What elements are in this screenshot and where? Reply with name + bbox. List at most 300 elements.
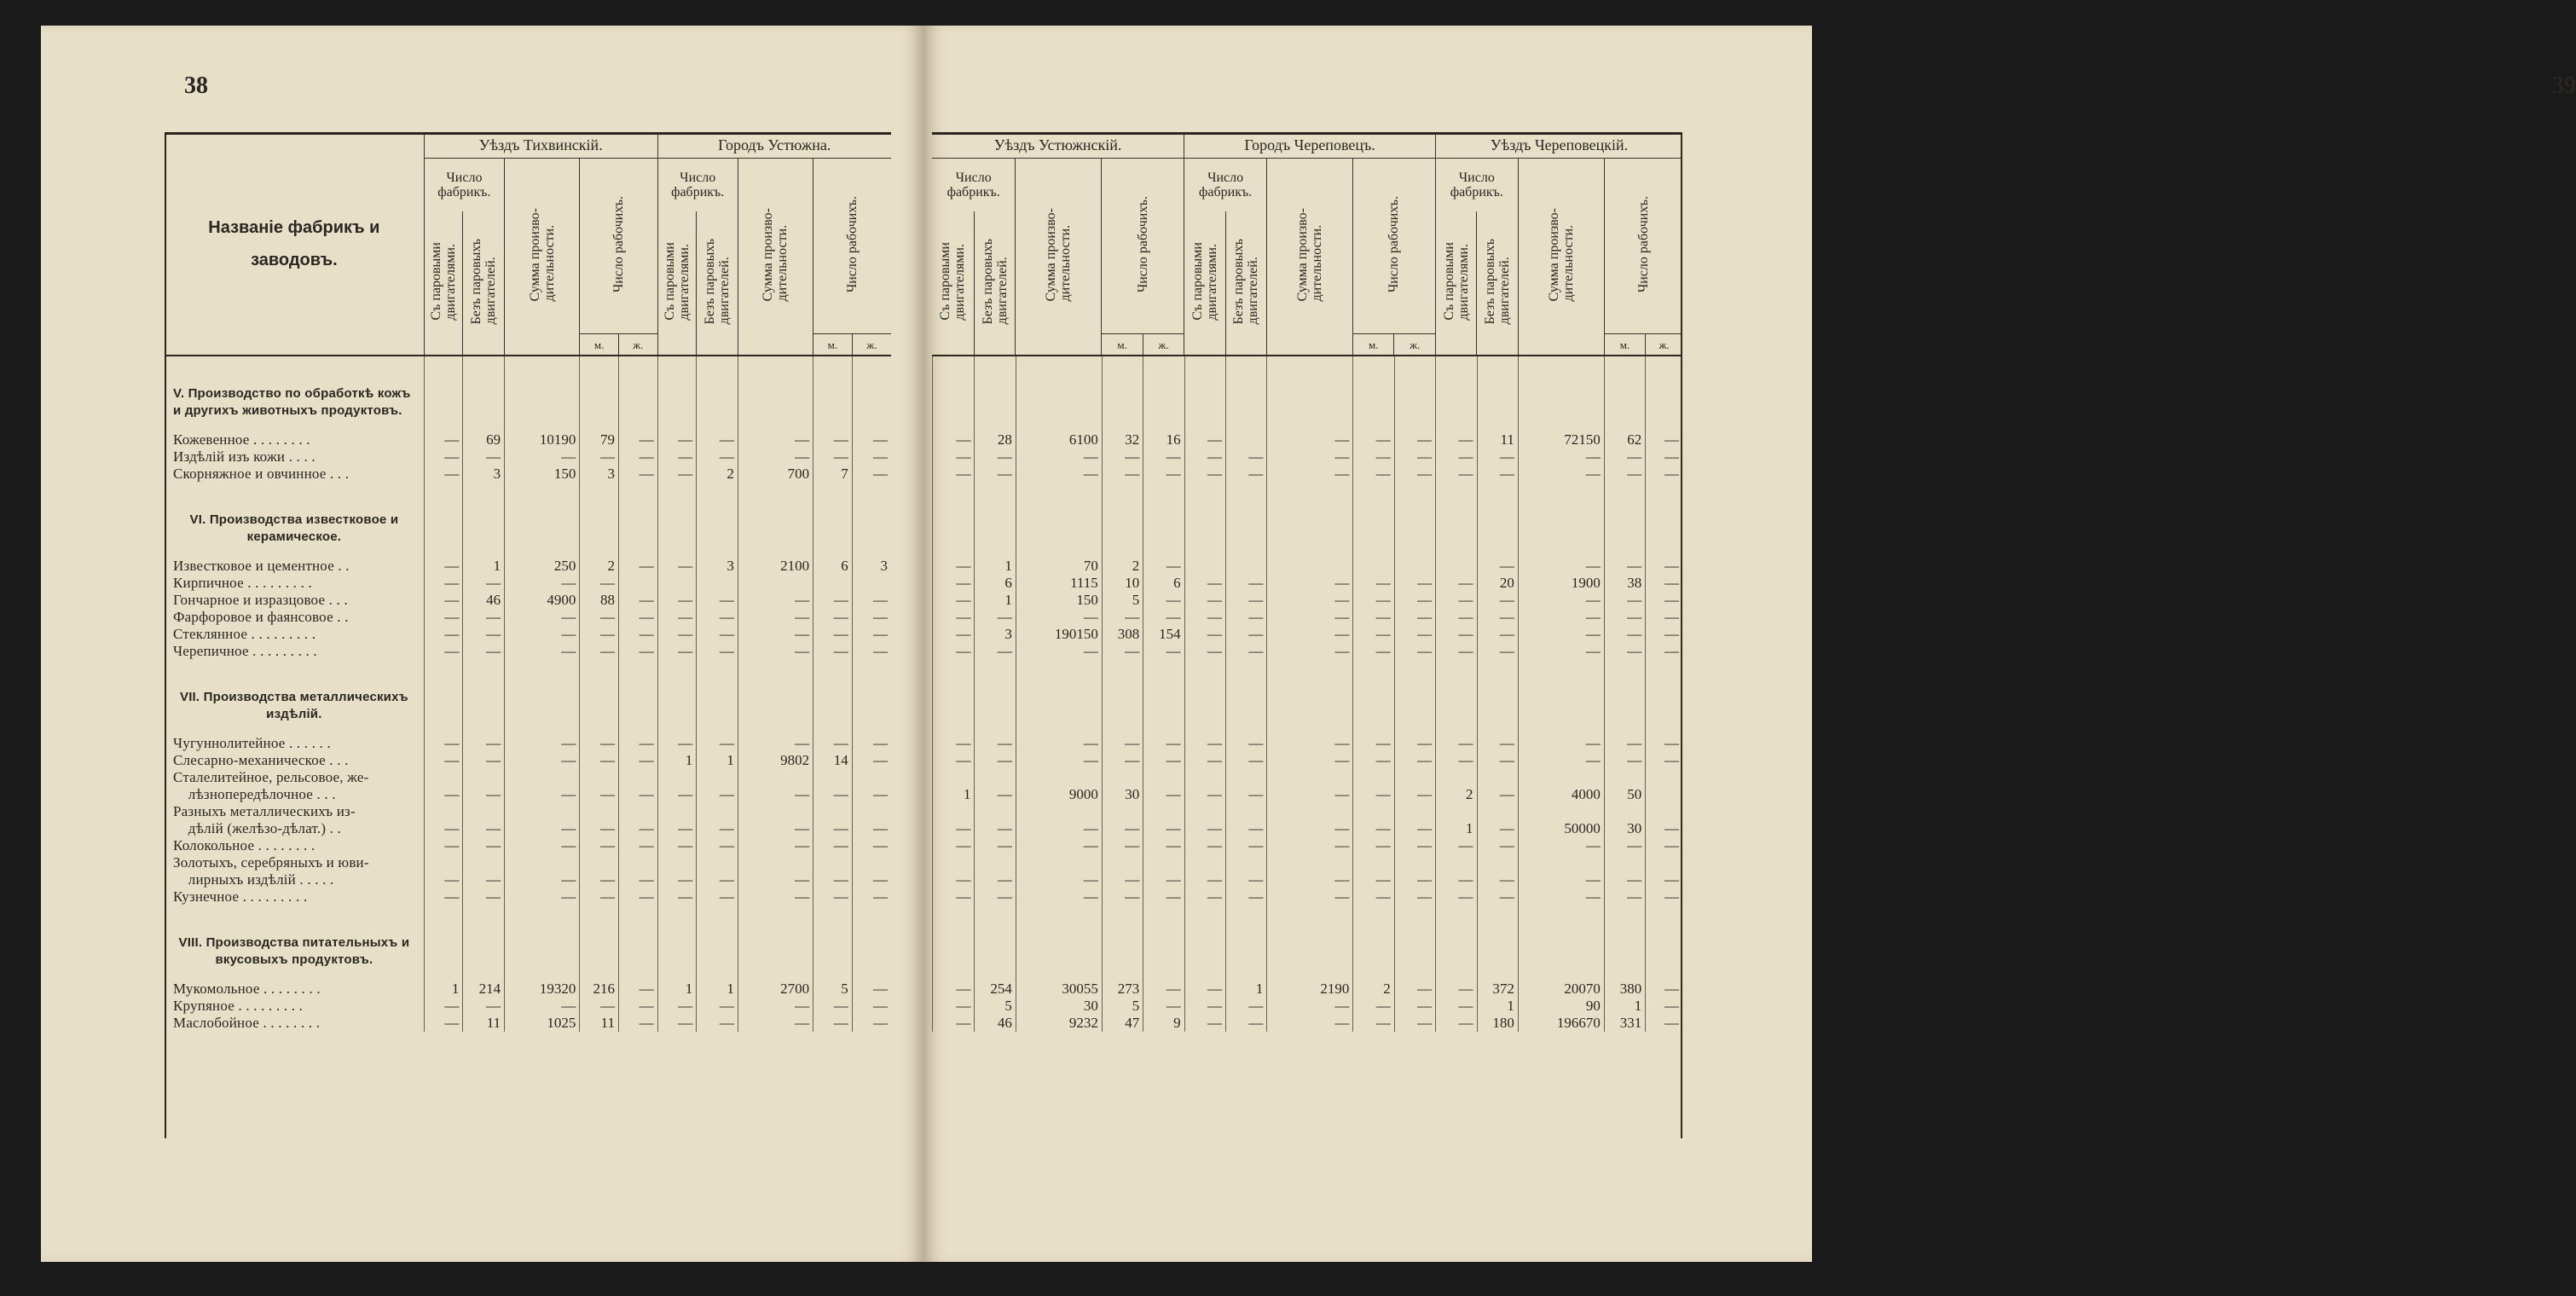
data-cell: —: [975, 837, 1016, 854]
data-cell: —: [1646, 609, 1682, 626]
spacer-cell: [1225, 969, 1266, 981]
data-cell: [1646, 769, 1682, 786]
data-cell: [657, 575, 697, 592]
data-cell: —: [1353, 998, 1394, 1015]
data-cell: —: [1102, 643, 1143, 660]
data-cell: —: [697, 609, 738, 626]
data-cell: —: [424, 837, 463, 854]
data-cell: —: [852, 998, 891, 1015]
spacer-cell: [1225, 419, 1266, 431]
empty-cell: [1646, 934, 1682, 969]
data-cell: —: [618, 981, 657, 998]
data-cell: —: [657, 448, 697, 466]
empty-cell: [852, 689, 891, 723]
table-row: [933, 466, 1683, 483]
data-cell: —: [1604, 643, 1645, 660]
data-cell: —: [1102, 888, 1143, 905]
data-cell: —: [1102, 466, 1143, 483]
data-cell: —: [1184, 1015, 1225, 1032]
men-header: м.: [580, 334, 619, 356]
data-cell: 20: [1477, 575, 1518, 592]
data-cell: —: [1436, 871, 1477, 888]
data-cell: 3: [852, 558, 891, 575]
data-cell: —: [1184, 735, 1225, 752]
data-cell: [1143, 854, 1184, 871]
empty-cell: [657, 512, 697, 546]
data-cell: —: [1016, 609, 1102, 626]
data-cell: —: [738, 735, 813, 752]
data-cell: —: [463, 998, 505, 1015]
table-row: [933, 735, 1683, 752]
data-cell: —: [1604, 609, 1645, 626]
data-cell: 2700: [738, 981, 813, 998]
data-cell: —: [697, 448, 738, 466]
data-cell: —: [1604, 626, 1645, 643]
data-cell: —: [852, 786, 891, 803]
data-cell: [580, 769, 619, 786]
empty-cell: [657, 689, 697, 723]
data-cell: —: [505, 626, 580, 643]
data-cell: [1267, 854, 1353, 871]
empty-cell: [1646, 512, 1682, 546]
spacer-cell: [463, 905, 505, 934]
table-row: [165, 643, 891, 660]
spacer-cell: [165, 483, 424, 512]
data-cell: —: [1518, 592, 1604, 609]
empty-cell: [1267, 385, 1353, 419]
table-row: [165, 854, 891, 871]
data-cell: —: [975, 643, 1016, 660]
data-cell: [933, 769, 975, 786]
data-cell: —: [1394, 575, 1435, 592]
data-cell: [657, 769, 697, 786]
data-cell: [1225, 431, 1266, 448]
empty-cell: [1184, 689, 1225, 723]
data-cell: —: [1267, 592, 1353, 609]
data-cell: —: [1436, 998, 1477, 1015]
data-cell: —: [813, 609, 853, 626]
data-cell: —: [1604, 592, 1645, 609]
spacer-cell: [738, 905, 813, 934]
table-row: [165, 448, 891, 466]
data-cell: —: [975, 466, 1016, 483]
data-cell: —: [1184, 888, 1225, 905]
data-cell: —: [697, 643, 738, 660]
data-cell: —: [1436, 981, 1477, 998]
data-cell: —: [618, 466, 657, 483]
data-cell: —: [1646, 871, 1682, 888]
data-cell: 30: [1016, 998, 1102, 1015]
men-header: м.: [1604, 334, 1645, 356]
without-steam-header: Безъ паровыхъ двигателей.: [463, 211, 505, 356]
data-cell: —: [738, 998, 813, 1015]
data-cell: —: [463, 871, 505, 888]
spacer-cell: [424, 660, 463, 689]
spacer-cell: [580, 905, 619, 934]
spacer-cell: [1436, 546, 1477, 558]
fabric-count-header: Число фабрикъ.: [1184, 159, 1267, 212]
spacer-cell: [580, 483, 619, 512]
data-cell: —: [1267, 820, 1353, 837]
data-cell: —: [618, 998, 657, 1015]
spacer-cell: [1267, 483, 1353, 512]
data-cell: —: [852, 735, 891, 752]
spacer-cell: [1143, 356, 1184, 385]
data-cell: 254: [975, 981, 1016, 998]
data-cell: —: [1646, 1015, 1682, 1032]
data-cell: 372: [1477, 981, 1518, 998]
data-cell: —: [1267, 609, 1353, 626]
data-cell: —: [1267, 1015, 1353, 1032]
empty-cell: [580, 512, 619, 546]
empty-cell: [1016, 385, 1102, 419]
spacer-cell: [1477, 723, 1518, 735]
data-cell: [1225, 769, 1266, 786]
data-cell: —: [813, 820, 853, 837]
spacer-cell: [1353, 905, 1394, 934]
table-row: [933, 837, 1683, 854]
spacer-cell: [463, 356, 505, 385]
empty-cell: [618, 385, 657, 419]
empty-cell: [1477, 385, 1518, 419]
data-cell: —: [463, 735, 505, 752]
spacer-cell: [1143, 419, 1184, 431]
data-cell: —: [1646, 643, 1682, 660]
data-cell: —: [1646, 735, 1682, 752]
data-cell: —: [1184, 998, 1225, 1015]
data-cell: [852, 575, 891, 592]
empty-cell: [424, 689, 463, 723]
data-cell: —: [1646, 592, 1682, 609]
empty-cell: [1604, 934, 1645, 969]
data-cell: —: [933, 609, 975, 626]
data-cell: —: [813, 998, 853, 1015]
data-cell: [1394, 803, 1435, 820]
data-cell: 2: [697, 466, 738, 483]
without-steam-header: Безъ паровыхъ двигателей.: [697, 211, 738, 356]
data-cell: [697, 803, 738, 820]
sum-production-header: Сумма произво- дительности.: [505, 159, 580, 356]
spacer-cell: [1016, 905, 1102, 934]
page-number-right: 39: [2552, 72, 2576, 99]
spacer-cell: [618, 660, 657, 689]
data-cell: —: [1184, 752, 1225, 769]
spacer-cell: [424, 356, 463, 385]
data-cell: —: [618, 1015, 657, 1032]
data-cell: —: [1353, 871, 1394, 888]
data-cell: —: [1184, 837, 1225, 854]
data-cell: 154: [1143, 626, 1184, 643]
empty-cell: [1477, 934, 1518, 969]
spacer-cell: [1646, 969, 1682, 981]
empty-cell: [1518, 385, 1604, 419]
data-cell: 47: [1102, 1015, 1143, 1032]
spacer-cell: [1394, 546, 1435, 558]
data-cell: —: [933, 626, 975, 643]
data-cell: —: [975, 888, 1016, 905]
data-cell: —: [975, 871, 1016, 888]
data-cell: [657, 803, 697, 820]
data-cell: —: [1184, 981, 1225, 998]
empty-cell: [1016, 934, 1102, 969]
women-header: ж.: [1646, 334, 1682, 356]
spacer-cell: [933, 905, 975, 934]
row-label: дѣлій (желѣзо-дѣлат.) . .: [173, 820, 341, 836]
data-cell: 5: [1102, 998, 1143, 1015]
data-cell: 3: [975, 626, 1016, 643]
data-cell: [1604, 854, 1645, 871]
data-cell: 1: [657, 752, 697, 769]
data-cell: [852, 854, 891, 871]
spacer-cell: [697, 356, 738, 385]
spacer-cell: [1016, 483, 1102, 512]
spacer-cell: [697, 546, 738, 558]
spacer-cell: [165, 546, 424, 558]
section-heading: VI. Производства известковое и керамическое.: [189, 512, 399, 544]
data-cell: —: [1604, 558, 1645, 575]
spacer-cell: [738, 419, 813, 431]
data-cell: —: [1143, 752, 1184, 769]
empty-cell: [697, 934, 738, 969]
spacer-cell: [738, 483, 813, 512]
data-cell: 6100: [1016, 431, 1102, 448]
empty-cell: [1518, 512, 1604, 546]
spacer-cell: [505, 483, 580, 512]
data-cell: —: [738, 871, 813, 888]
data-cell: [618, 575, 657, 592]
empty-cell: [1102, 385, 1143, 419]
empty-cell: [1518, 934, 1604, 969]
data-cell: —: [1016, 752, 1102, 769]
row-label: Кузнечное . . . . . . . . .: [173, 888, 308, 905]
spacer-cell: [463, 546, 505, 558]
data-cell: 50000: [1518, 820, 1604, 837]
data-cell: —: [738, 786, 813, 803]
data-cell: [424, 854, 463, 871]
data-cell: [1394, 558, 1435, 575]
workers-header: Число рабочихъ.: [1604, 159, 1682, 334]
spacer-cell: [1477, 356, 1518, 385]
data-cell: 1: [1604, 998, 1645, 1015]
table-row: [933, 575, 1683, 592]
data-cell: —: [424, 448, 463, 466]
table-row: [933, 803, 1683, 820]
empty-cell: [1102, 512, 1143, 546]
empty-cell: [1016, 512, 1102, 546]
table-row: [933, 626, 1683, 643]
data-cell: —: [463, 837, 505, 854]
data-cell: 1: [424, 981, 463, 998]
row-label: Кирпичное . . . . . . . . .: [173, 575, 312, 591]
data-cell: —: [1477, 592, 1518, 609]
empty-cell: [697, 385, 738, 419]
data-cell: —: [852, 448, 891, 466]
spacer-cell: [813, 419, 853, 431]
data-cell: 9802: [738, 752, 813, 769]
data-cell: —: [1646, 752, 1682, 769]
data-cell: —: [657, 1015, 697, 1032]
data-cell: —: [933, 735, 975, 752]
data-cell: —: [1646, 626, 1682, 643]
data-cell: —: [463, 888, 505, 905]
data-cell: 16: [1143, 431, 1184, 448]
empty-cell: [933, 934, 975, 969]
table-row: [933, 871, 1683, 888]
data-cell: —: [1477, 735, 1518, 752]
data-cell: —: [657, 466, 697, 483]
data-cell: —: [1225, 837, 1266, 854]
table-row: [933, 769, 1683, 786]
data-cell: —: [1394, 466, 1435, 483]
data-cell: —: [697, 1015, 738, 1032]
spacer-cell: [1102, 660, 1143, 689]
data-cell: 4000: [1518, 786, 1604, 803]
empty-cell: [463, 512, 505, 546]
spacer-cell: [1143, 546, 1184, 558]
spacer-cell: [424, 419, 463, 431]
spacer-cell: [1267, 905, 1353, 934]
section-heading: V. Производство по обработкѣ кожъ и другихъ животныхъ продуктовъ.: [173, 386, 411, 418]
data-cell: —: [618, 871, 657, 888]
spacer-cell: [463, 419, 505, 431]
empty-cell: [618, 689, 657, 723]
data-cell: [505, 803, 580, 820]
data-cell: [1436, 769, 1477, 786]
data-cell: [933, 854, 975, 871]
spacer-cell: [463, 969, 505, 981]
data-cell: 6: [975, 575, 1016, 592]
data-cell: 2: [1102, 558, 1143, 575]
data-cell: —: [1477, 820, 1518, 837]
data-cell: —: [975, 786, 1016, 803]
spacer-cell: [852, 660, 891, 689]
data-cell: 250: [505, 558, 580, 575]
empty-cell: [580, 689, 619, 723]
data-cell: —: [1267, 998, 1353, 1015]
spacer-cell: [657, 723, 697, 735]
spacer-cell: [738, 723, 813, 735]
empty-cell: [463, 934, 505, 969]
spacer-cell: [657, 905, 697, 934]
data-cell: 1: [1477, 998, 1518, 1015]
data-cell: —: [975, 752, 1016, 769]
data-cell: [1477, 854, 1518, 871]
spacer-cell: [463, 723, 505, 735]
table-row: [165, 786, 891, 803]
table-row: [933, 609, 1683, 626]
data-cell: —: [1184, 786, 1225, 803]
data-cell: —: [738, 820, 813, 837]
spacer-cell: [1225, 546, 1266, 558]
data-cell: —: [580, 448, 619, 466]
spacer-cell: [657, 483, 697, 512]
table-row: [933, 888, 1683, 905]
table-row: [165, 803, 891, 820]
fabric-count-header: Число фабрикъ.: [424, 159, 504, 212]
data-cell: 11: [1477, 431, 1518, 448]
data-cell: [813, 575, 853, 592]
fabric-count-header: Число фабрикъ.: [1435, 159, 1518, 212]
empty-cell: [1184, 385, 1225, 419]
data-cell: [852, 769, 891, 786]
data-cell: —: [618, 786, 657, 803]
data-cell: —: [1604, 871, 1645, 888]
data-cell: —: [505, 888, 580, 905]
data-cell: 331: [1604, 1015, 1645, 1032]
right-table-panel: [932, 132, 1682, 1138]
right-table-body: [932, 356, 1682, 1032]
spacer-cell: [1102, 723, 1143, 735]
data-cell: —: [933, 448, 975, 466]
data-cell: —: [852, 888, 891, 905]
data-cell: 1: [463, 558, 505, 575]
data-cell: —: [505, 871, 580, 888]
data-cell: [1016, 769, 1102, 786]
empty-cell: [1143, 934, 1184, 969]
data-cell: —: [1604, 837, 1645, 854]
empty-cell: [813, 385, 853, 419]
spacer-cell: [505, 546, 580, 558]
data-cell: —: [657, 871, 697, 888]
table-row: [165, 431, 891, 448]
data-cell: —: [1394, 837, 1435, 854]
men-header: м.: [1102, 334, 1143, 356]
spacer-cell: [813, 356, 853, 385]
spacer-cell: [618, 969, 657, 981]
data-cell: —: [1353, 609, 1394, 626]
data-cell: —: [697, 592, 738, 609]
row-label: Известковое и цементное . .: [173, 558, 350, 574]
data-cell: —: [933, 871, 975, 888]
spacer-cell: [852, 356, 891, 385]
data-cell: [463, 803, 505, 820]
data-cell: —: [618, 558, 657, 575]
empty-cell: [1184, 512, 1225, 546]
data-cell: [1477, 803, 1518, 820]
spacer-cell: [1646, 905, 1682, 934]
spacer-cell: [1604, 723, 1645, 735]
data-cell: —: [657, 735, 697, 752]
table-row: [933, 820, 1683, 837]
data-cell: 79: [580, 431, 619, 448]
spacer-cell: [657, 660, 697, 689]
data-cell: —: [1436, 431, 1477, 448]
data-cell: —: [1436, 448, 1477, 466]
section-heading: VII. Производства металлическихъ издѣлій.: [179, 690, 408, 721]
data-cell: [1102, 854, 1143, 871]
data-cell: [1184, 769, 1225, 786]
data-cell: —: [463, 448, 505, 466]
data-cell: —: [424, 820, 463, 837]
empty-cell: [738, 512, 813, 546]
data-cell: [1646, 854, 1682, 871]
table-row: [165, 735, 891, 752]
data-cell: —: [463, 643, 505, 660]
data-cell: —: [1143, 643, 1184, 660]
data-cell: 10: [1102, 575, 1143, 592]
women-header: ж.: [618, 334, 657, 356]
data-cell: —: [580, 888, 619, 905]
data-cell: —: [580, 643, 619, 660]
data-cell: —: [1518, 558, 1604, 575]
spacer-cell: [165, 419, 424, 431]
data-cell: 69: [463, 431, 505, 448]
empty-cell: [505, 385, 580, 419]
empty-cell: [463, 385, 505, 419]
data-cell: [975, 854, 1016, 871]
data-cell: —: [1016, 871, 1102, 888]
data-cell: —: [618, 592, 657, 609]
